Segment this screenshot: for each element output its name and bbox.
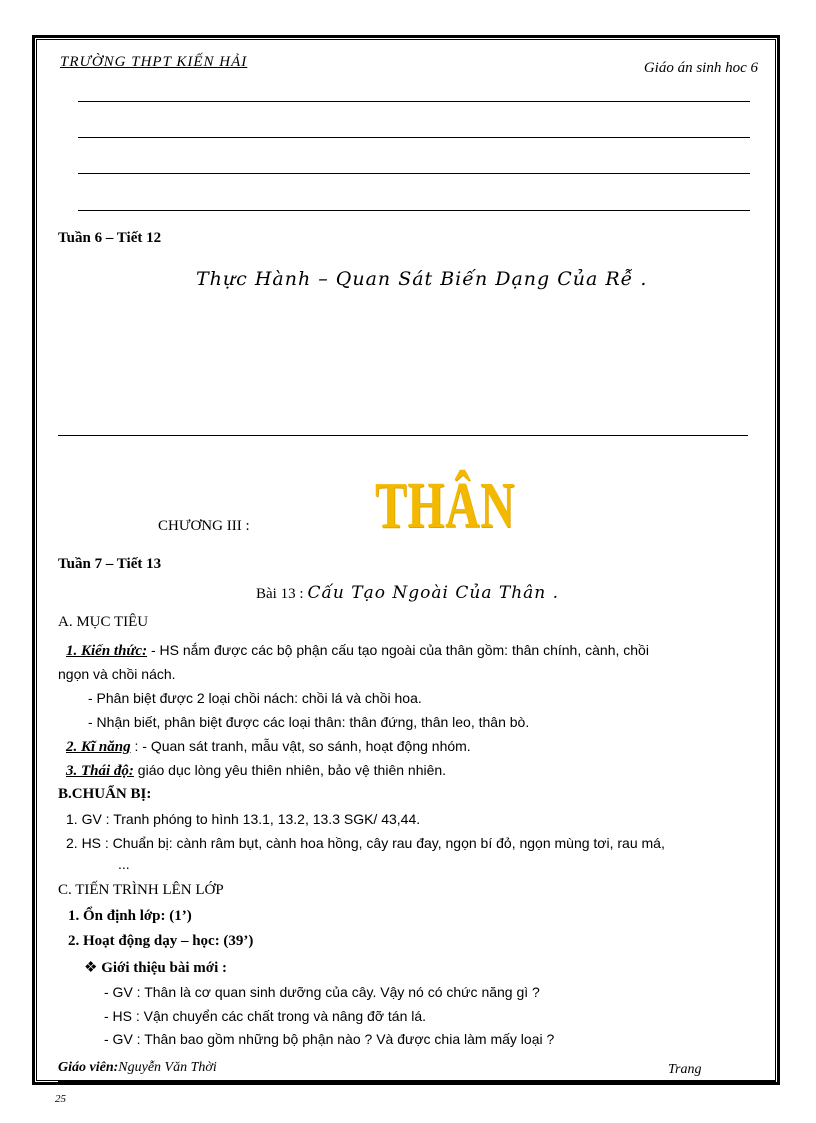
knowledge-cont: ngọn và chồi nách. xyxy=(58,666,176,682)
process-item-1: 1. Ổn định lớp: (1’) xyxy=(68,908,192,924)
blank-line xyxy=(78,210,750,211)
blank-line xyxy=(78,137,750,138)
attitude-line xyxy=(66,762,446,780)
prep-item-2: 2. HS : Chuẩn bị: cành râm bụt, cành hoa hồng, cây rau đay, ngọn bí đỏ, ngọn mùng tơi, rau má, xyxy=(66,835,665,851)
teacher-label: Giáo viên: xyxy=(58,1060,119,1075)
page-label: Trang xyxy=(668,1062,702,1077)
teacher-signature xyxy=(58,1060,217,1076)
chapter-label: CHƯƠNG III : xyxy=(158,518,250,534)
lesson13-week: Tuần 7 – Tiết 13 xyxy=(58,556,162,572)
skill-line xyxy=(66,738,471,756)
attitude-label: 3. Thái độ: xyxy=(66,763,134,779)
attitude-text: giáo dục lòng yêu thiên nhiên, bảo vệ thiên nhiên. xyxy=(133,762,447,778)
intro-label: Giới thiệu bài mới : xyxy=(101,960,227,976)
lesson12-week: Tuần 6 – Tiết 12 xyxy=(58,230,162,246)
prep-item-2-cont: ... xyxy=(118,856,130,872)
footer-rule xyxy=(58,1081,776,1083)
lesson13-title: Cấu Tạo Ngoài Của Thân . xyxy=(307,583,560,603)
chapter-name: THÂN xyxy=(375,469,516,542)
teacher-name: Nguyễn Văn Thời xyxy=(118,1060,217,1075)
intro-line xyxy=(84,958,227,977)
section-c-heading: C. TIẾN TRÌNH LÊN LỚP xyxy=(58,882,224,898)
lesson12-title: Thực Hành – Quan Sát Biến Dạng Của Rễ . xyxy=(196,268,648,290)
section-b-heading: B.CHUẨN BỊ: xyxy=(58,786,152,802)
subject-title: Giáo án sinh hoc 6 xyxy=(643,60,758,76)
skill-text: : - Quan sát tranh, mẫu vật, so sánh, hoạt động nhóm. xyxy=(130,738,471,754)
lesson13-bai-label: Bài 13 : xyxy=(256,586,304,602)
process-item-2: 2. Hoạt động dạy – học: (39’) xyxy=(68,933,254,949)
dialog-line-1: - GV : Thân là cơ quan sinh dưỡng của cây. Vậy nó có chức năng gì ? xyxy=(104,984,540,1000)
lesson13-heading xyxy=(256,583,559,603)
school-name: TRƯỜNG THPT KIẾN HẢI xyxy=(60,54,248,70)
skill-label: 2. Kĩ năng xyxy=(66,739,131,755)
knowledge-line xyxy=(66,642,649,660)
section-a-heading: A. MỤC TIÊU xyxy=(58,614,149,630)
dialog-line-3: - GV : Thân bao gồm những bộ phận nào ? Và được chia làm mấy loại ? xyxy=(104,1031,555,1047)
knowledge-text: - HS nắm được các bộ phận cấu tạo ngoài của thân gồm: thân chính, cành, chồi xyxy=(147,642,649,658)
section-divider xyxy=(58,435,748,436)
knowledge-bullet-1: - Phân biệt được 2 loại chồi nách: chồi lá và chồi hoa. xyxy=(88,690,422,706)
knowledge-label: 1. Kiến thức: xyxy=(66,643,148,659)
knowledge-bullet-2: - Nhận biết, phân biệt được các loại thân: thân đứng, thân leo, thân bò. xyxy=(88,714,530,730)
dialog-line-2: - HS : Vận chuyển các chất trong và nâng đỡ tán lá. xyxy=(104,1008,427,1024)
prep-item-1: 1. GV : Tranh phóng to hình 13.1, 13.2, 13.3 SGK/ 43,44. xyxy=(66,811,421,827)
diamond-bullet-icon: ❖ xyxy=(84,960,98,976)
blank-line xyxy=(78,101,750,102)
blank-line xyxy=(78,173,750,174)
page-number: 25 xyxy=(55,1093,66,1105)
